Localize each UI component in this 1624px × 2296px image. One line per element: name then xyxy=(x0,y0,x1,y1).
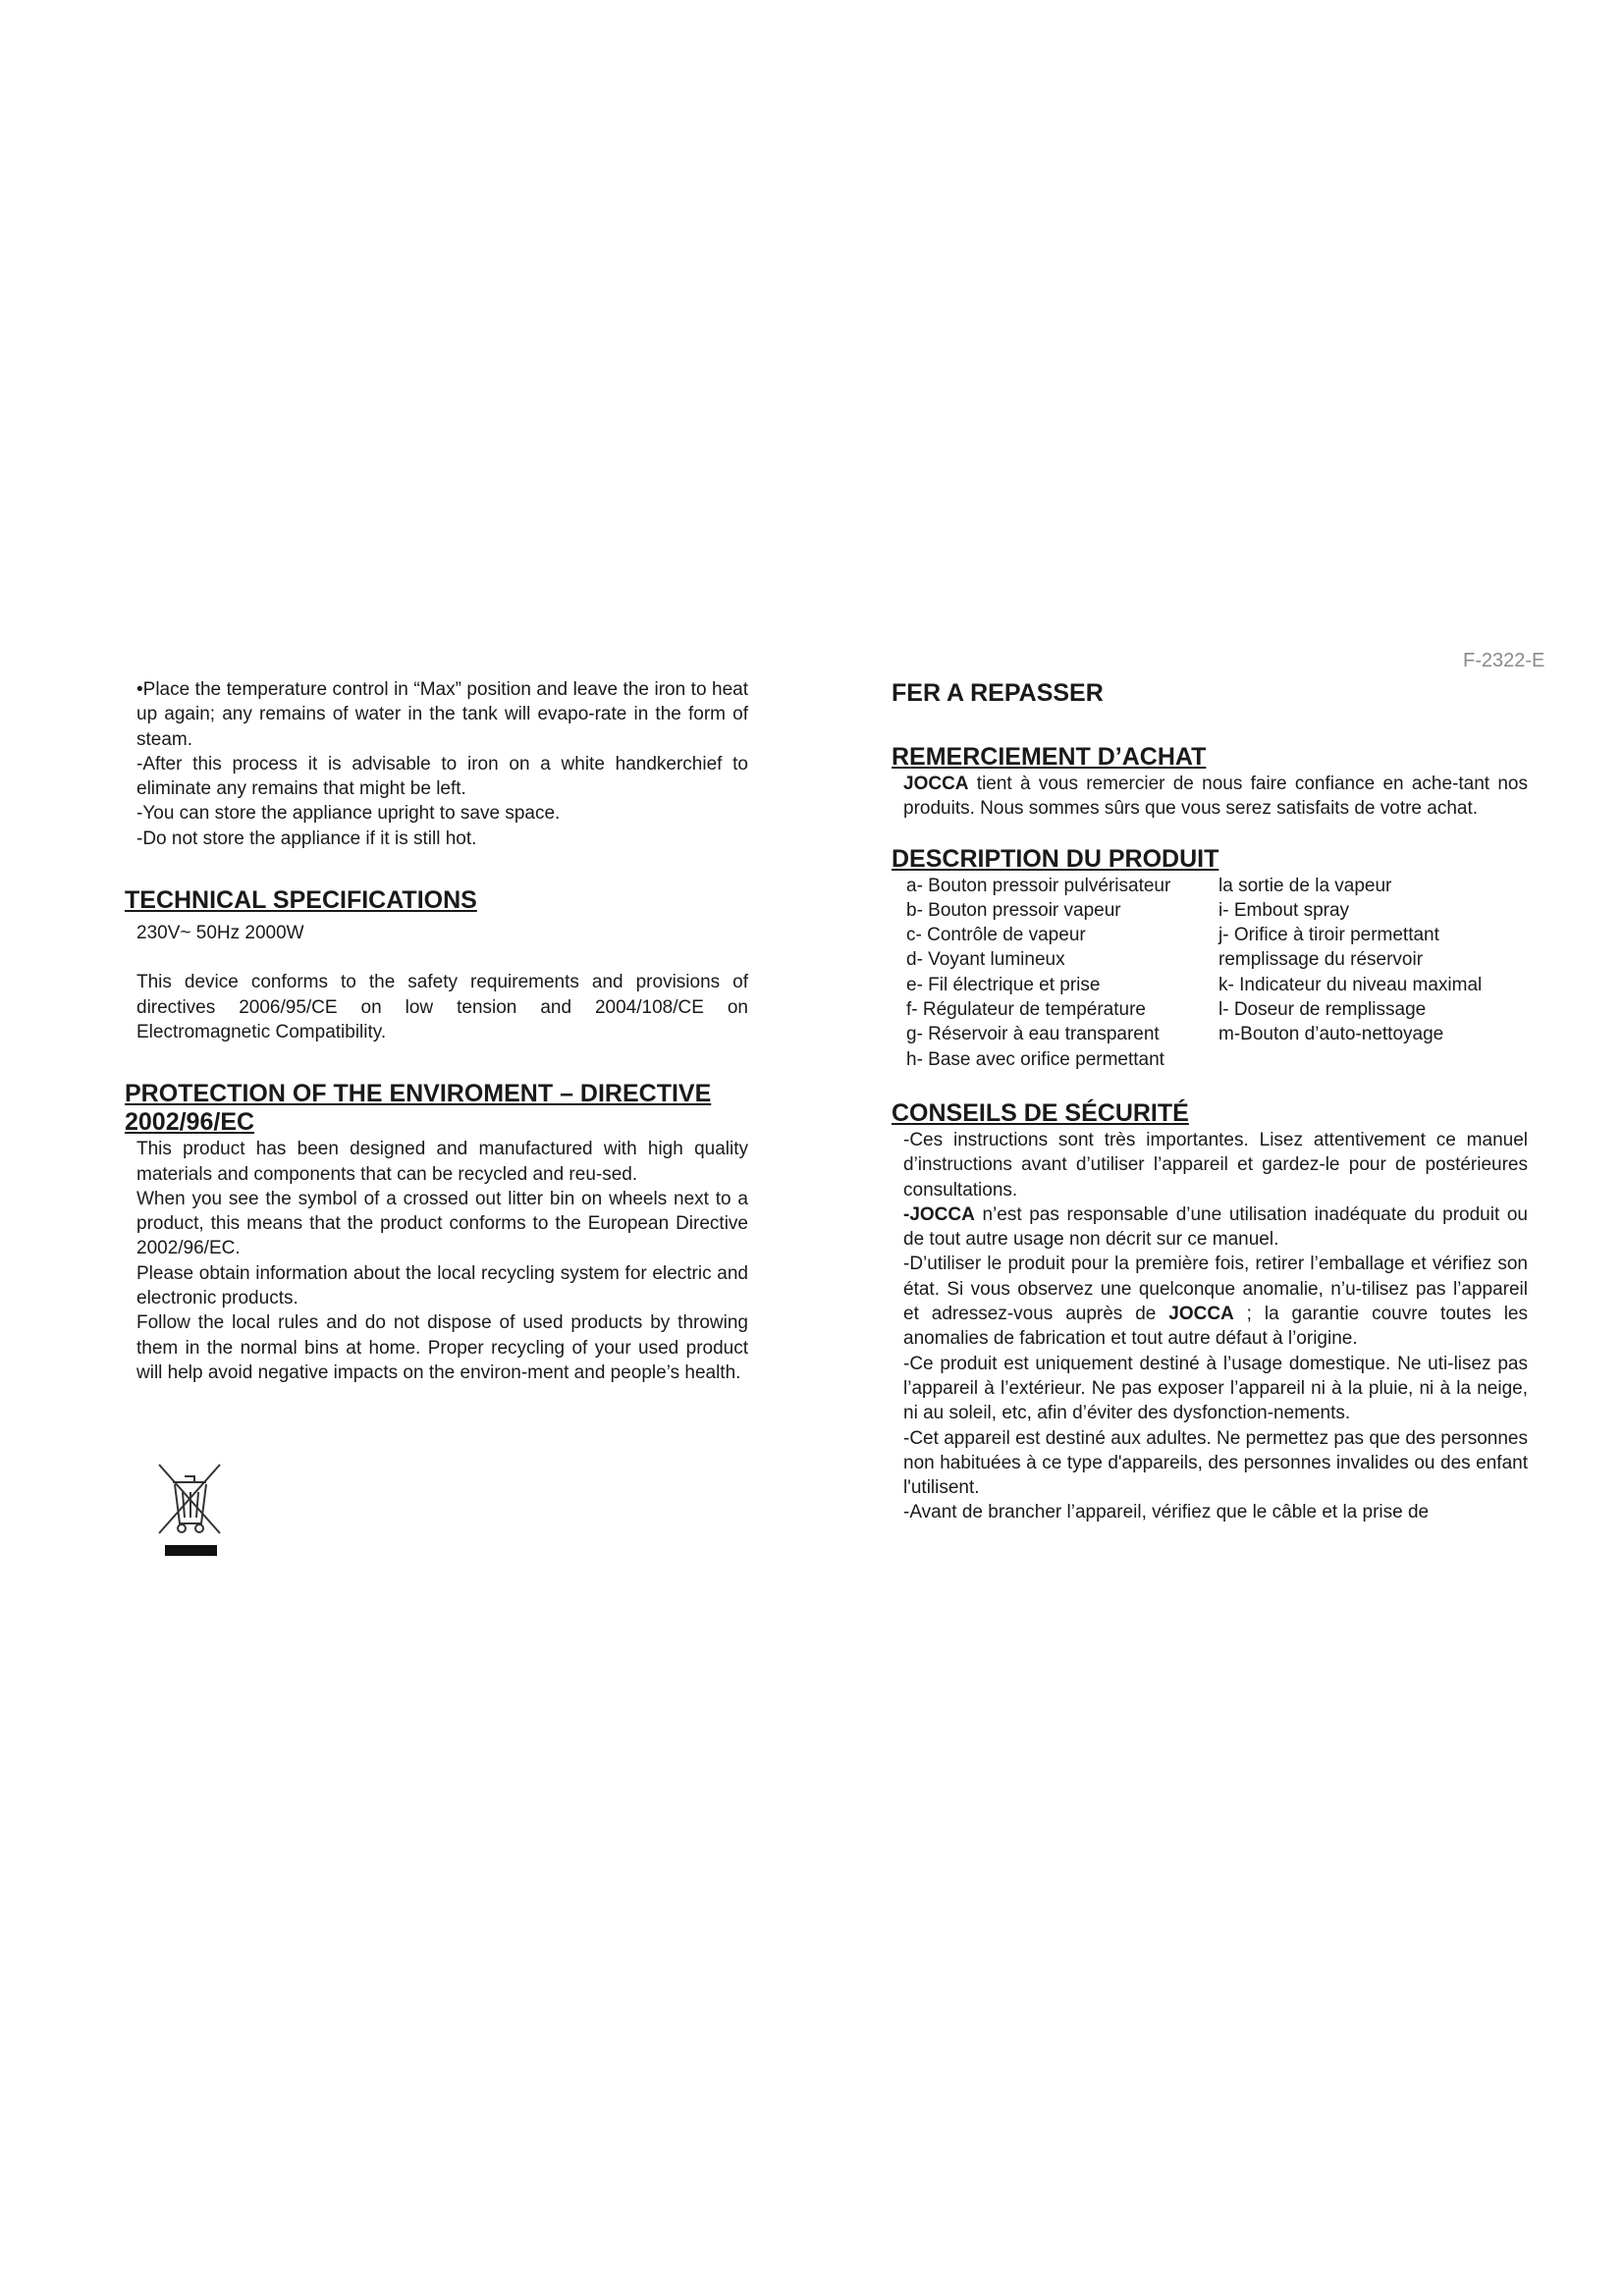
safety-paragraph-1: -Ces instructions sont très importantes. Lisez attentivement ce manuel d’instructions avant d’utiliser l’appareil et gardez-le pour de postérieures consultations. xyxy=(903,1129,1528,1201)
part-item: j- Orifice à tiroir permettant xyxy=(1218,925,1439,946)
product-title: FER A REPASSER xyxy=(892,679,1104,707)
description-heading: DESCRIPTION DU PRODUIT xyxy=(892,844,1219,873)
care-paragraph-3: -You can store the appliance upright to save space. xyxy=(136,803,561,825)
part-item: k- Indicateur du niveau maximal xyxy=(1218,974,1483,995)
care-paragraph-1: •Place the temperature control in “Max” position and leave the iron to heat up again; any remains of water in the tank will evapo-rate in the form of steam. xyxy=(136,679,748,750)
parts-list xyxy=(906,874,1528,1072)
env-paragraph-3: Please obtain information about the local recycling system for electric and electronic products. xyxy=(136,1262,748,1309)
safety-paragraph-4: -Ce produit est uniquement destiné à l’usage domestique. Ne uti-lisez pas l’appareil à l’extérieur. Ne pas exposer l’appareil ni à la pluie, ni à la neige, ni au soleil, etc, afin d’éviter des dysfonction-nements. xyxy=(903,1353,1528,1424)
care-paragraph-2: -After this process it is advisable to iron on a white handkerchief to eliminate any remains that might be left. xyxy=(136,753,748,800)
safety-paragraph-3 xyxy=(892,1252,1528,1351)
thanks-paragraph xyxy=(892,772,1528,822)
part-item: i- Embout spray xyxy=(1218,899,1350,921)
safety-paragraph-2 xyxy=(892,1202,1528,1253)
part-item: a- Bouton pressoir pulvérisateur xyxy=(906,875,1171,896)
safety-paragraph-6: -Avant de brancher l’appareil, vérifiez que le câble et la prise de xyxy=(903,1502,1430,1523)
crossed-out-wheelie-bin-icon xyxy=(155,1463,224,1559)
left-column xyxy=(125,677,748,1385)
part-item: remplissage du réservoir xyxy=(1218,949,1424,971)
env-paragraph-1: This product has been designed and manufactured with high quality materials and components that can be recycled and reu-sed. xyxy=(136,1139,748,1185)
part-item: m-Bouton d’auto-nettoyage xyxy=(1218,1024,1444,1045)
safety-2-text: n’est pas responsable d’une utilisation inadéquate du produit ou de tout autre usage non décrit sur ce manuel. xyxy=(903,1203,1528,1251)
parts-column-2 xyxy=(1218,874,1528,1072)
brand-name: JOCCA xyxy=(1168,1304,1234,1325)
brand-name: -JOCCA xyxy=(903,1203,975,1225)
safety-3-text-b: ; la garantie couvre toutes les anomalies de fabrication et tout autre défaut à l’origine. xyxy=(903,1304,1528,1350)
part-item: la sortie de la vapeur xyxy=(1218,875,1392,896)
part-item: d- Voyant lumineux xyxy=(906,949,1065,971)
right-column xyxy=(892,679,1528,1525)
part-item: c- Contrôle de vapeur xyxy=(906,925,1086,946)
part-item: g- Réservoir à eau transparent xyxy=(906,1024,1160,1045)
care-paragraph-4: -Do not store the appliance if it is still hot. xyxy=(136,828,477,849)
thanks-heading: REMERCIEMENT D’ACHAT xyxy=(892,743,1207,771)
environment-heading: PROTECTION OF THE ENVIROMENT – DIRECTIVE 2002/96/EC xyxy=(125,1080,712,1137)
part-item: f- Régulateur de température xyxy=(906,999,1146,1021)
safety-3-text-a: -D’utiliser le produit pour la première fois, retirer l’emballage et vérifiez son état. Si vous observez une quelconque anomalie, n’u-tilisez pas l’appareil et adressez-vous auprès de xyxy=(903,1254,1528,1325)
parts-column-1 xyxy=(906,874,1218,1072)
part-item: e- Fil électrique et prise xyxy=(906,974,1101,995)
env-paragraph-4: Follow the local rules and do not dispose of used products by throwing them in the normal bins at home. Proper recycling of your used product will help avoid negative impacts on the environ-ment and people’s health. xyxy=(136,1312,748,1383)
tech-conformity: This device conforms to the safety requirements and provisions of directives 2006/95/CE on low tension and 2004/108/CE on Electromagnetic Compatibility. xyxy=(136,972,748,1042)
safety-paragraph-5: -Cet appareil est destiné aux adultes. Ne permettez pas que des personnes non habituées à ce type d'appareils, des personnes invalides ou des enfant l'utilisent. xyxy=(903,1427,1528,1499)
part-item: l- Doseur de remplissage xyxy=(1218,999,1427,1021)
env-paragraph-2: When you see the symbol of a crossed out litter bin on wheels next to a product, this means that the product conforms to the European Directive 2002/96/EC. xyxy=(136,1188,748,1259)
page-code: F-2322-E xyxy=(1463,650,1545,671)
tech-spec-value: 230V~ 50Hz 2000W xyxy=(136,923,304,944)
safety-heading: CONSEILS DE SÉCURITÉ xyxy=(892,1098,1189,1127)
brand-name: JOCCA xyxy=(903,774,969,794)
thanks-text: tient à vous remercier de nous faire confiance en ache-tant nos produits. Nous sommes sûrs que vous serez satisfaits de votre achat. xyxy=(903,774,1528,820)
part-item: h- Base avec orifice permettant xyxy=(906,1048,1164,1070)
part-item: b- Bouton pressoir vapeur xyxy=(906,899,1121,921)
tech-specs-heading: TECHNICAL SPECIFICATIONS xyxy=(125,886,477,915)
